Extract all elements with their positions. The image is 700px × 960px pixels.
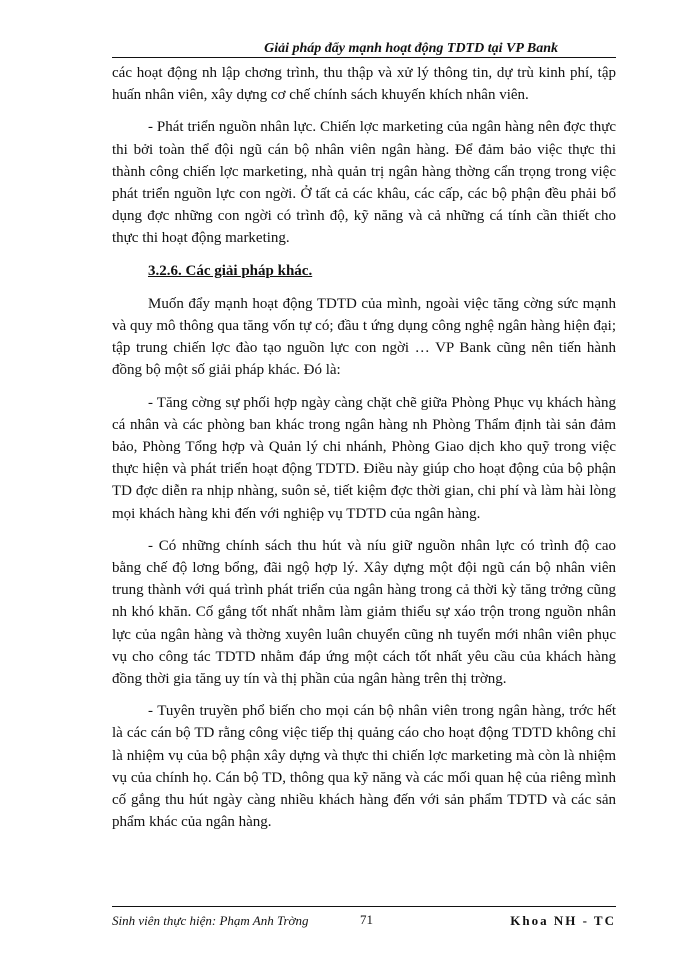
paragraph: - Phát triển nguồn nhân lực. Chiến lợc marketing của ngân hàng nên đợc thực thi bởi toàn thể đội ngũ cán bộ nhân viên ngân hàng. Để đảm bảo việc thực thi thành công chiến lợc marketing, nhà quản trị ngân hàng thờng cẩn trọng trong việc phát triển nguồn lực con ngời. Ở tất cả các khâu, các cấp, các bộ phận đều phải bổ dụng đợc những con ngời có trình độ, kỹ năng và cả những cá tính cần thiết cho thực thi hoạt động marketing.	[112, 119, 616, 247]
section-heading: 3.2.6. Các giải pháp khác.	[148, 262, 313, 279]
document-body	[112, 62, 616, 844]
paragraph: - Tuyên truyền phổ biến cho mọi cán bộ nhân viên trong ngân hàng, trớc hết là các cán bộ TD rằng công việc tiếp thị quảng cáo cho hoạt động TDTD không chỉ là nhiệm vụ của bộ phận xây dựng và thực thi chiến lợc marketing mà còn là nhiệm vụ của chính họ. Cán bộ TD, thông qua kỹ năng và các mối quan hệ của riêng mình cố gắng thu hút ngày càng nhiều khách hàng đến với sản phẩm TDTD và các sản phẩm khác của ngân hàng.	[112, 703, 616, 831]
footer-department: Khoa NH - TC	[510, 913, 616, 928]
page-header	[112, 33, 616, 58]
paragraph: Muốn đẩy mạnh hoạt động TDTD của mình, ngoài việc tăng cờng sức mạnh và quy mô thông qua tăng vốn tự có; đầu t ứng dụng công nghệ ngân hàng hiện đại; tập trung chiến lợc đào tạo nguồn lực con ngời … VP Bank cũng nên tiến hành đồng bộ một số giải pháp khác. Đó là:	[112, 295, 616, 379]
paragraph: - Có những chính sách thu hút và níu giữ nguồn nhân lực có trình độ cao bằng chế độ lơng bổng, đãi ngộ hợp lý. Xây dựng một đội ngũ cán bộ nhân viên trung thành với quá trình phát triển của ngân hàng trong cả thời kỳ tăng trởng cũng nh khó khăn. Cố gắng tốt nhất nhằm làm giảm thiểu sự xáo trộn trong nguồn nhân lực của ngân hàng và thờng xuyên luân chuyển cũng nh tuyển mới nhân viên phục vụ cho công tác TDTD nhằm đáp ứng một cách tốt nhất yêu cầu của khách hàng đồng thời gia tăng uy tín và thị phần của ngân hàng trên thị trờng.	[112, 537, 616, 688]
paragraph: các hoạt động nh lập chơng trình, thu thập và xử lý thông tin, dự trù kinh phí, tập huấn nhân viên, xây dựng cơ chế chính sách khuyến khích nhân viên.	[112, 65, 616, 104]
page-number: 71	[360, 912, 373, 927]
footer-author: Sinh viên thực hiện: Phạm Anh Trờng	[112, 913, 309, 928]
header-title: Giải pháp đẩy mạnh hoạt động TDTD tại VP Bank	[264, 41, 558, 56]
paragraph: - Tăng cờng sự phối hợp ngày càng chặt chẽ giữa Phòng Phục vụ khách hàng cá nhân và các phòng ban khác trong ngân hàng nh Phòng Thẩm định tài sản đảm bảo, Phòng Tổng hợp và Quản lý chi nhánh, Phòng Giao dịch kho quỹ trong việc thực hiện và phát triển hoạt động TDTD. Điều này giúp cho hoạt động của bộ phận TD đợc diễn ra nhịp nhàng, suôn sẻ, tiết kiệm đợc thời gian, chi phí và làm hài lòng mọi khách hàng khi đến với nghiệp vụ TDTD của ngân hàng.	[112, 394, 616, 522]
page-footer	[112, 906, 616, 937]
